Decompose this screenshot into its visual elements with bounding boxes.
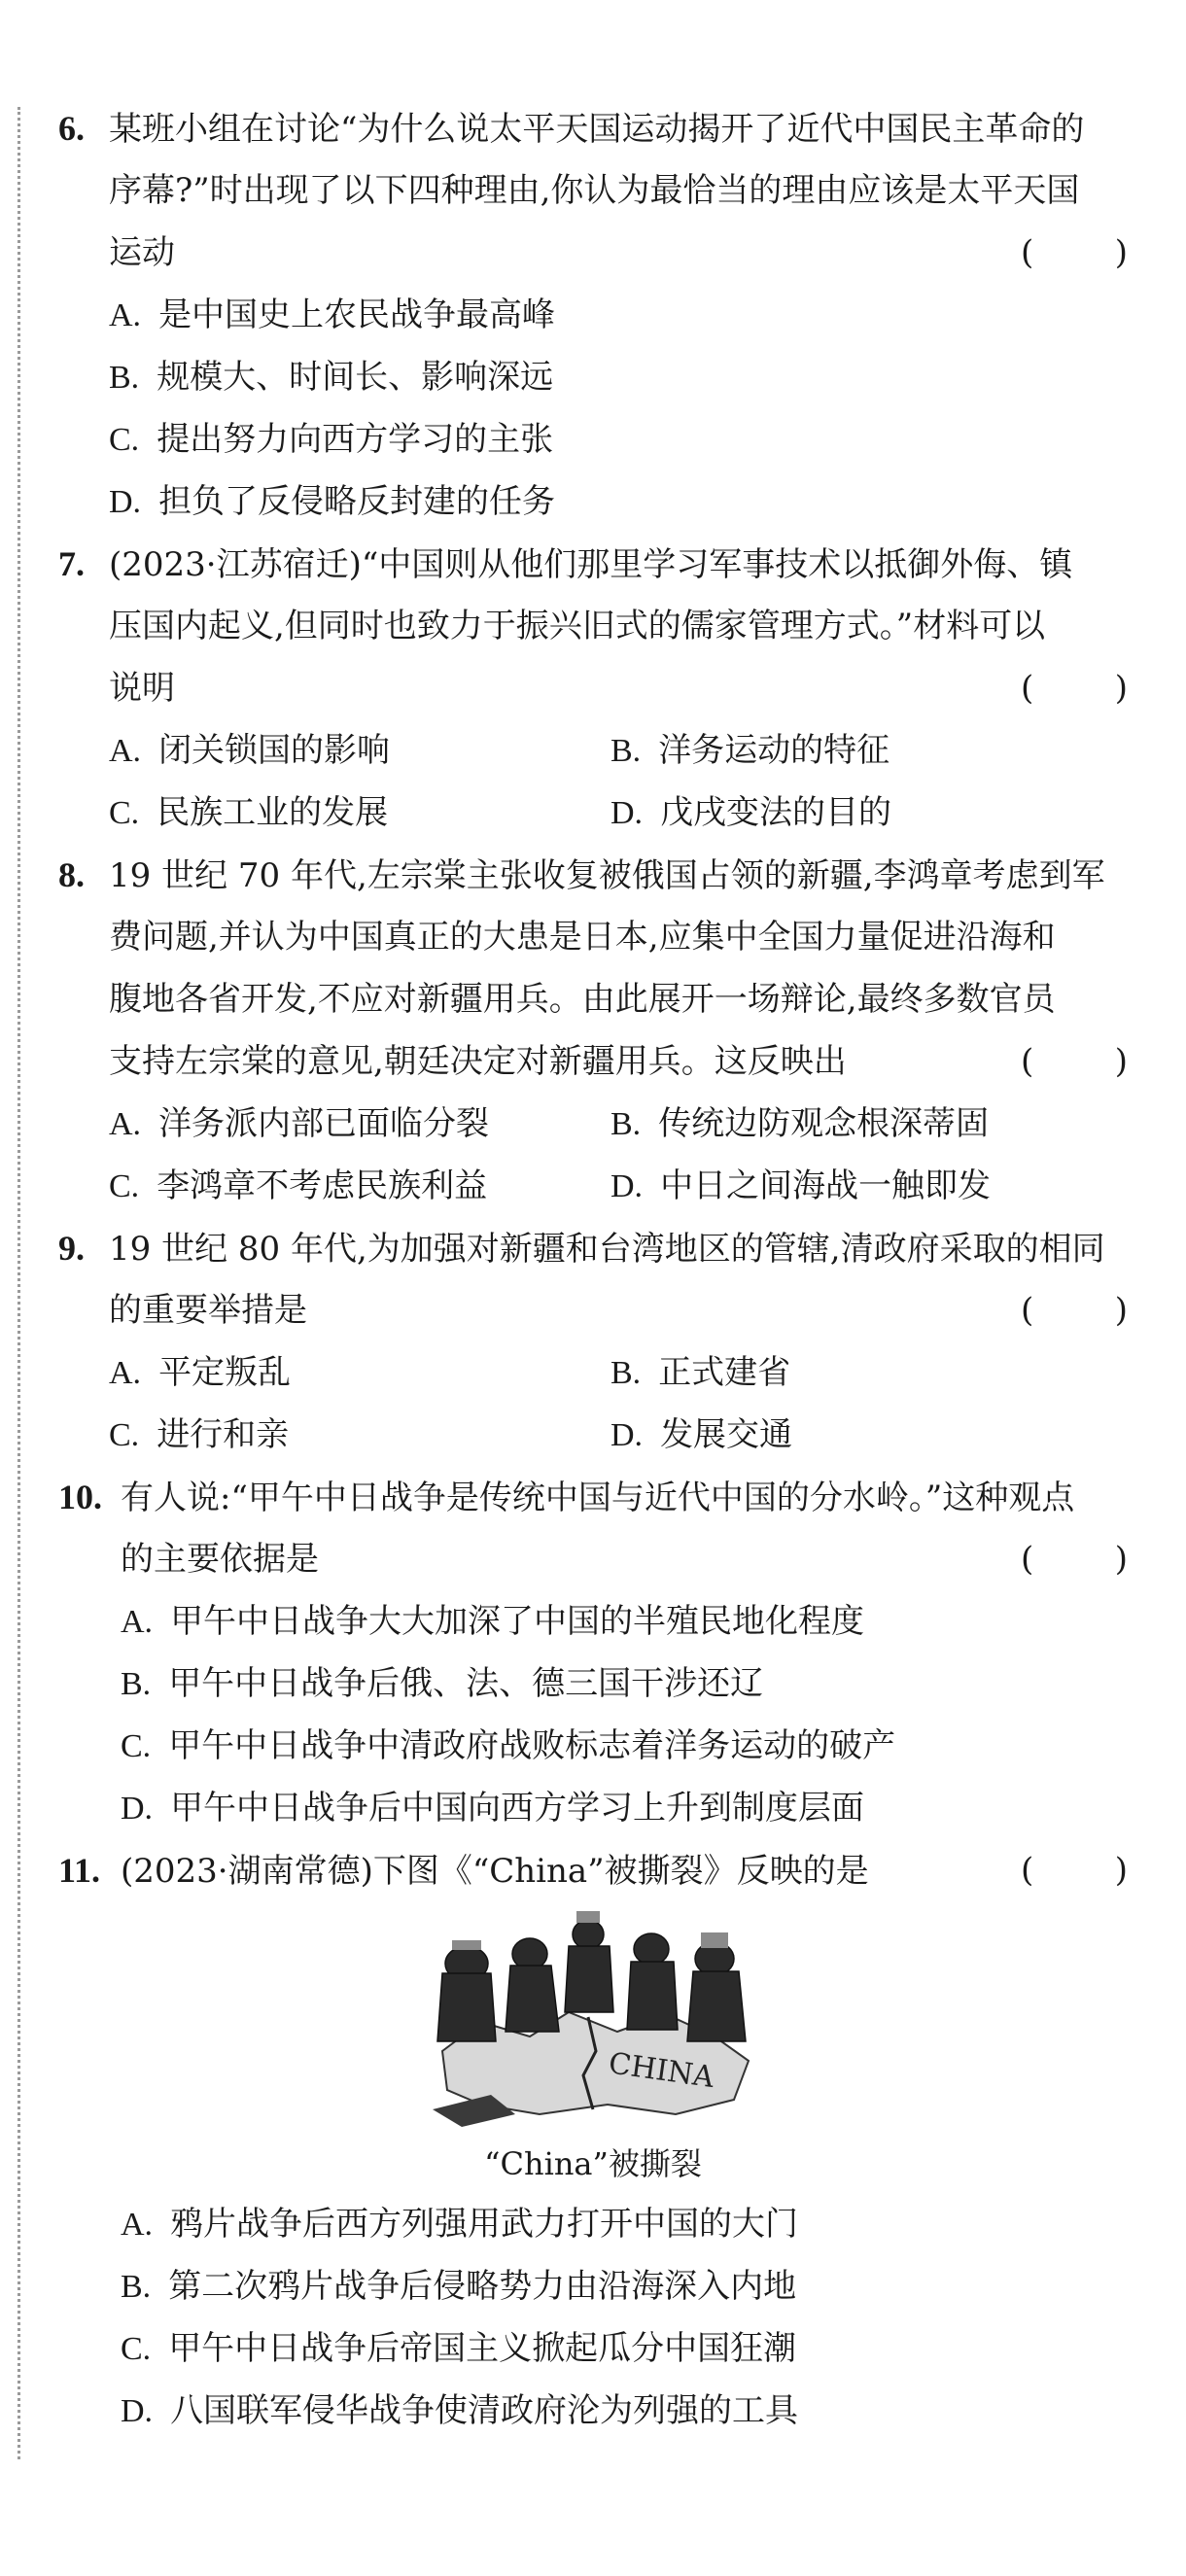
question-text: 的主要依据是 xyxy=(121,1540,319,1579)
question-text: 运动 xyxy=(109,233,175,272)
option-a[interactable]: A. 闭关锁国的影响 xyxy=(109,731,391,770)
option-d[interactable]: D. 八国联军侵华战争使清政府沦为列强的工具 xyxy=(121,2391,799,2430)
question-number: 11. xyxy=(58,1851,101,1890)
option-c[interactable]: C. 进行和亲 xyxy=(109,1415,290,1454)
option-a[interactable]: A. 是中国史上农民战争最高峰 xyxy=(109,296,556,334)
option-c[interactable]: C. 李鸿章不考虑民族利益 xyxy=(109,1166,488,1205)
option-b[interactable]: B. 正式建省 xyxy=(610,1353,791,1392)
question-6 xyxy=(58,97,1128,533)
question-text: 腹地各省开发,不应对新疆用兵。由此展开一场辩论,最终多数官员 xyxy=(109,980,1056,1019)
question-text: 费问题,并认为中国真正的大患是日本,应集中全国力量促进沿海和 xyxy=(109,918,1056,957)
question-text: 19 世纪 70 年代,左宗棠主张收复被俄国占领的新疆,李鸿章考虑到军 xyxy=(109,856,1105,895)
question-text: 某班小组在讨论“为什么说太平天国运动揭开了近代中国民主革命的 xyxy=(109,110,1085,149)
option-d[interactable]: D. 中日之间海战一触即发 xyxy=(610,1166,992,1205)
option-b[interactable]: B. 第二次鸦片战争后侵略势力由沿海深入内地 xyxy=(121,2267,797,2306)
question-9 xyxy=(58,1217,1128,1466)
cartoon-illustration xyxy=(423,1905,763,2129)
question-text: (2023·湖南常德)下图《“China”被撕裂》反映的是 xyxy=(121,1852,869,1891)
question-text: 19 世纪 80 年代,为加强对新疆和台湾地区的管辖,清政府采取的相同 xyxy=(109,1230,1105,1269)
answer-bracket[interactable]: ( ) xyxy=(1021,1291,1128,1330)
option-c[interactable]: C. 甲午中日战争后帝国主义掀起瓜分中国狂潮 xyxy=(121,2329,797,2368)
answer-bracket[interactable]: ( ) xyxy=(1021,1540,1128,1579)
option-a[interactable]: A. 洋务派内部已面临分裂 xyxy=(109,1104,490,1143)
cartoon-figure xyxy=(58,1905,1128,2193)
question-10 xyxy=(58,1466,1128,1839)
question-page xyxy=(58,97,1128,2442)
question-11 xyxy=(58,1839,1128,2442)
question-text: 的重要举措是 xyxy=(109,1291,307,1330)
question-8 xyxy=(58,844,1128,1217)
option-d[interactable]: D. 担负了反侵略反封建的任务 xyxy=(109,482,556,521)
option-a[interactable]: A. 甲午中日战争大大加深了中国的半殖民地化程度 xyxy=(121,1602,865,1641)
option-c[interactable]: C. 甲午中日战争中清政府战败标志着洋务运动的破产 xyxy=(121,1726,896,1765)
question-number: 9. xyxy=(58,1229,85,1268)
margin-dotted-line xyxy=(17,107,20,2459)
question-number: 6. xyxy=(58,109,85,148)
answer-bracket[interactable]: ( ) xyxy=(1021,1851,1128,1890)
cartoon-word: CHINA xyxy=(606,2046,716,2096)
option-b[interactable]: B. 甲午中日战争后俄、法、德三国干涉还辽 xyxy=(121,1664,764,1703)
option-c[interactable]: C. 提出努力向西方学习的主张 xyxy=(109,420,554,459)
question-7 xyxy=(58,533,1128,844)
option-d[interactable]: D. 甲午中日战争后中国向西方学习上升到制度层面 xyxy=(121,1789,865,1828)
question-text: 压国内起义,但同时也致力于振兴旧式的儒家管理方式。”材料可以 xyxy=(109,607,1046,645)
option-b[interactable]: B. 洋务运动的特征 xyxy=(610,731,890,770)
answer-bracket[interactable]: ( ) xyxy=(1021,669,1128,708)
figure-caption: “China”被撕裂 xyxy=(484,2145,702,2182)
option-b[interactable]: B. 传统边防观念根深蒂固 xyxy=(610,1104,990,1143)
option-c[interactable]: C. 民族工业的发展 xyxy=(109,793,389,832)
answer-bracket[interactable]: ( ) xyxy=(1021,1042,1128,1081)
question-text: 序幕?”时出现了以下四种理由,你认为最恰当的理由应该是太平天国 xyxy=(109,171,1080,210)
option-b[interactable]: B. 规模大、时间长、影响深远 xyxy=(109,358,554,397)
option-d[interactable]: D. 戊戌变法的目的 xyxy=(610,793,892,832)
question-text: 支持左宗棠的意见,朝廷决定对新疆用兵。这反映出 xyxy=(109,1042,847,1081)
question-text: (2023·江苏宿迁)“中国则从他们那里学习军事技术以抵御外侮、镇 xyxy=(109,545,1073,584)
question-number: 10. xyxy=(58,1478,102,1516)
question-number: 7. xyxy=(58,544,85,583)
option-a[interactable]: A. 鸦片战争后西方列强用武力打开中国的大门 xyxy=(121,2205,799,2244)
option-d[interactable]: D. 发展交通 xyxy=(610,1415,793,1454)
question-number: 8. xyxy=(58,855,85,894)
question-text: 说明 xyxy=(109,669,175,708)
answer-bracket[interactable]: ( ) xyxy=(1021,233,1128,272)
option-a[interactable]: A. 平定叛乱 xyxy=(109,1353,292,1392)
question-text: 有人说:“甲午中日战争是传统中国与近代中国的分水岭。”这种观点 xyxy=(121,1479,1075,1517)
